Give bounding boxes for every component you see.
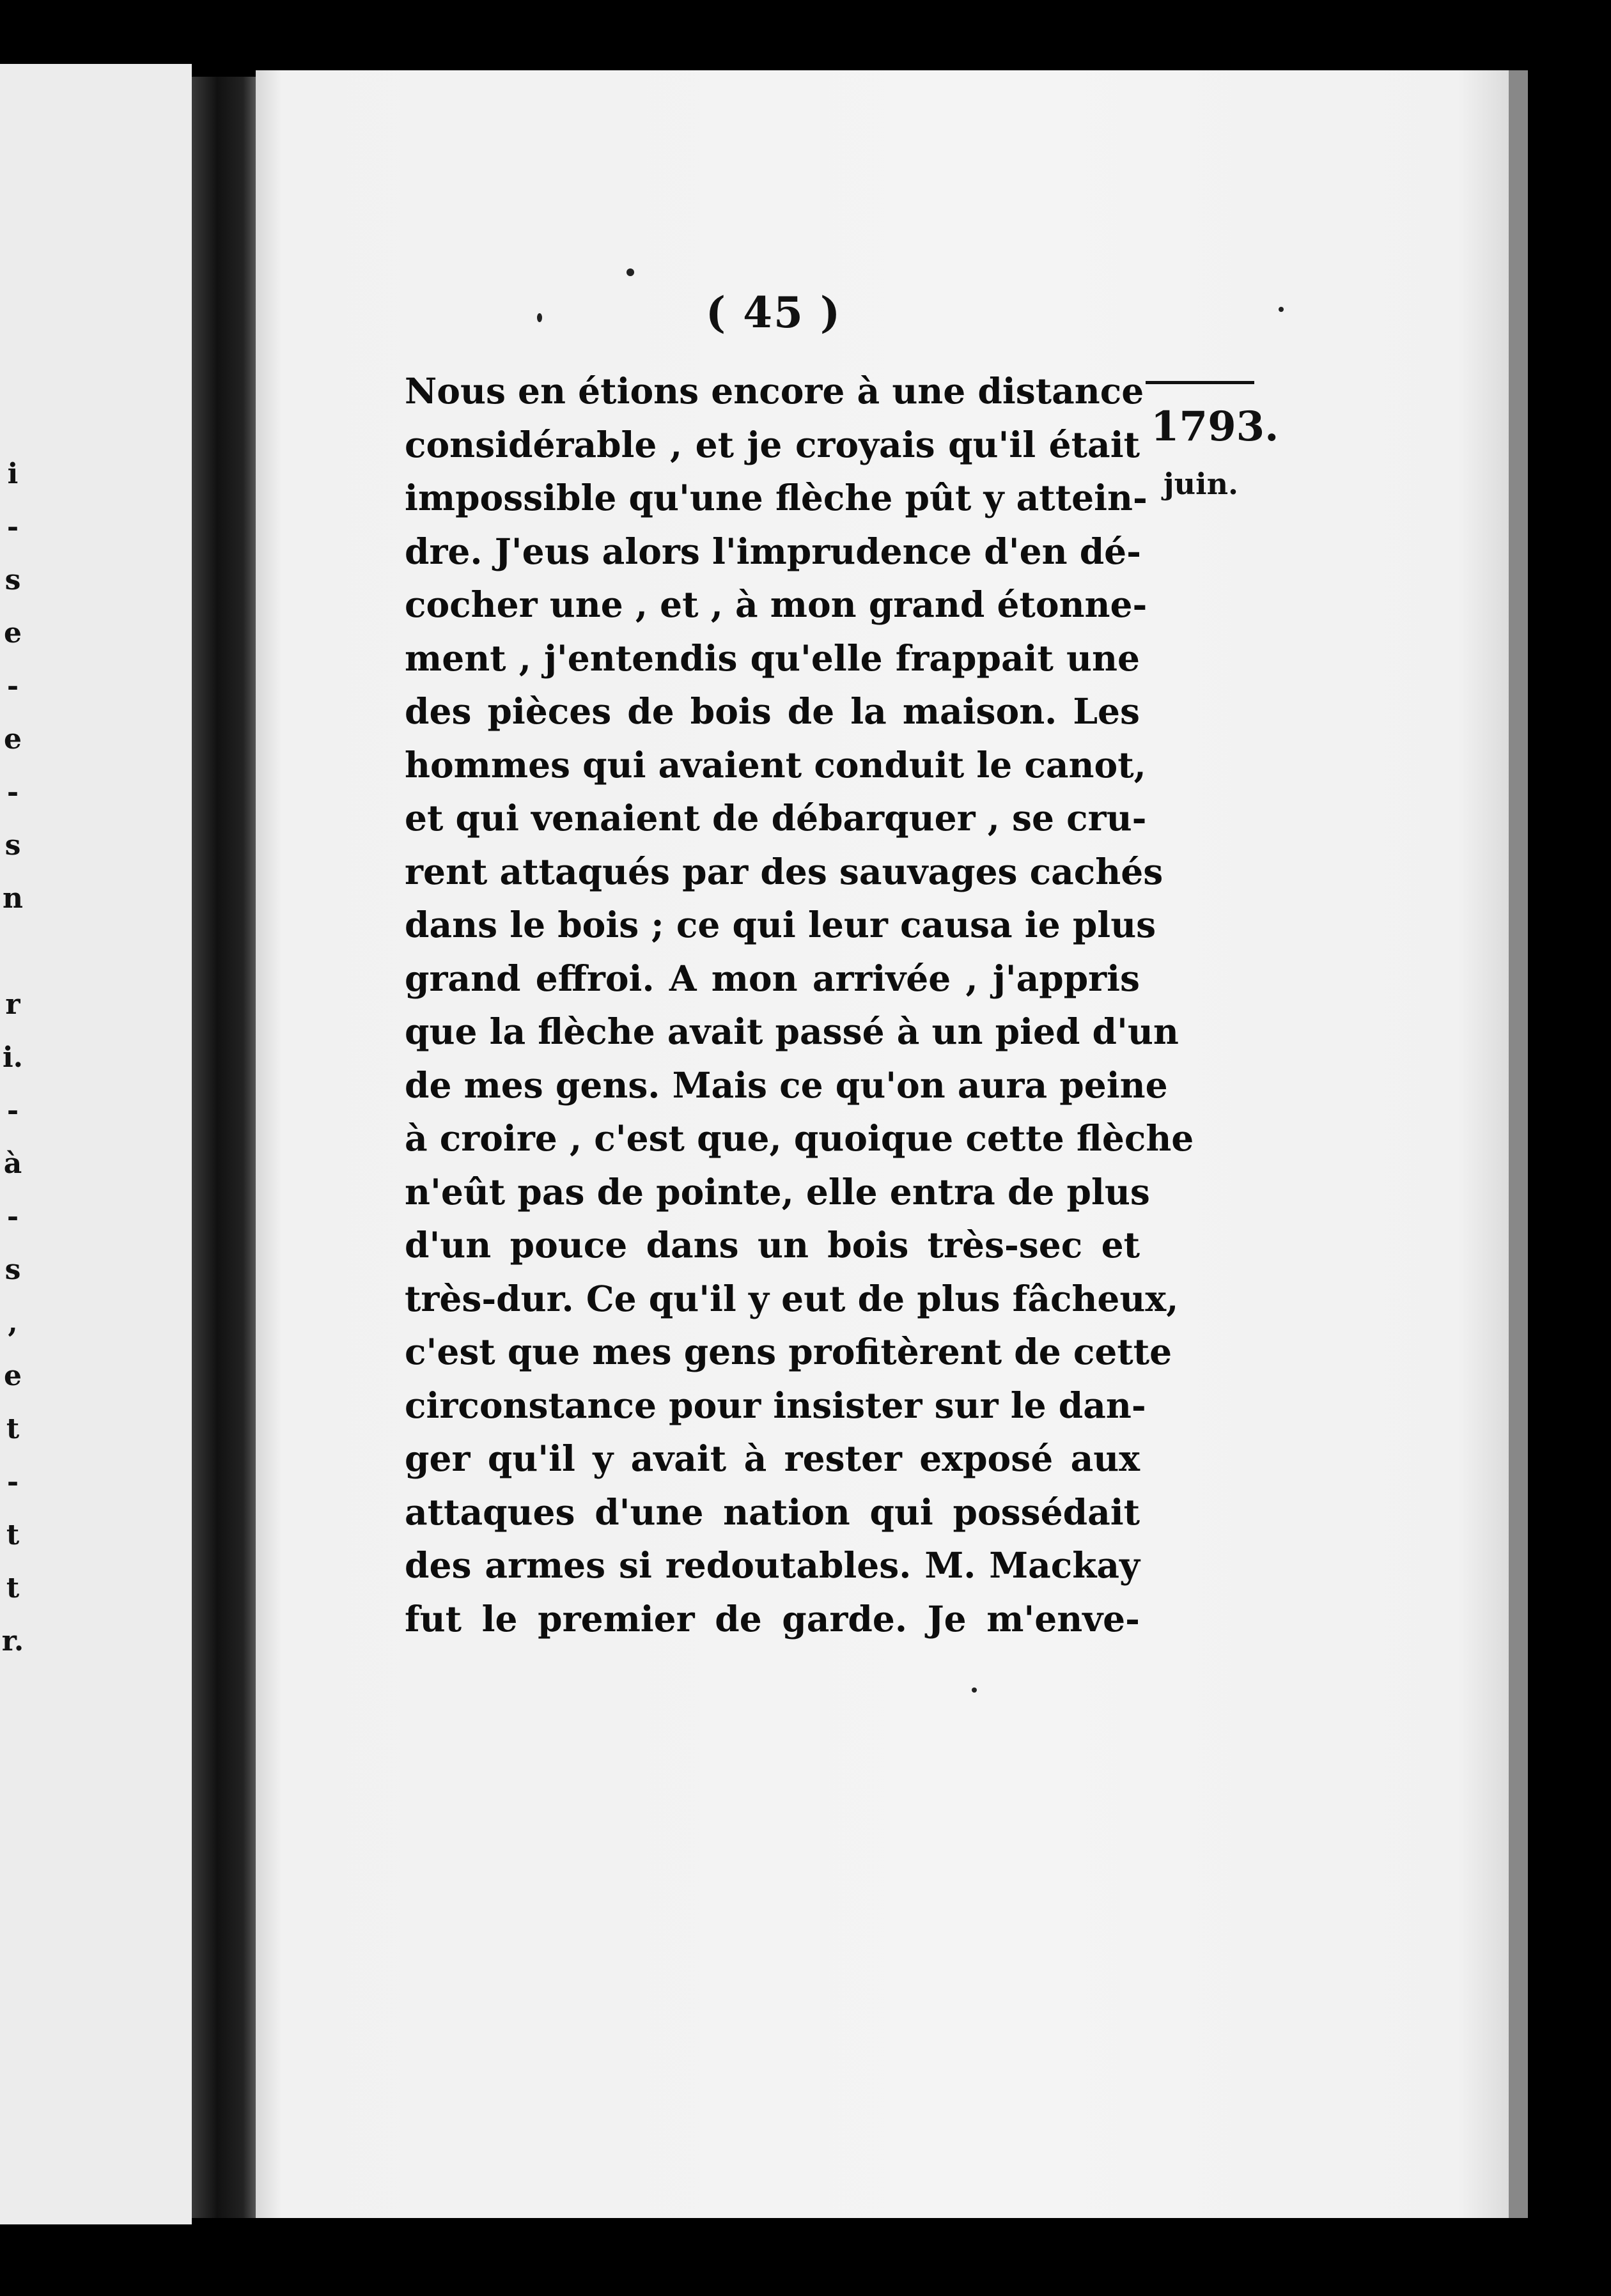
text-line: à croire , c'est que, quoique cette flèche <box>405 1117 1194 1159</box>
text-line: des armes si redoutables. M. Mackay <box>405 1544 1140 1586</box>
facing-page-char: - <box>6 511 19 543</box>
marginal-note-month: juin. <box>1164 467 1239 501</box>
text-line: c'est que mes gens profitèrent de cette <box>405 1331 1172 1372</box>
facing-page-char: r <box>5 988 20 1021</box>
facing-page-char: t <box>6 1572 20 1604</box>
text-line: que la flèche avait passé à un pied d'un <box>405 1011 1179 1052</box>
facing-page-char: - <box>6 1200 19 1233</box>
text-line: attaques d'une nation qui possédait <box>405 1491 1140 1533</box>
facing-page-char: - <box>6 776 19 809</box>
facing-page-char: t <box>6 1519 20 1551</box>
text-line: dans le bois ; ce qui leur causa ie plus <box>405 904 1156 945</box>
facing-page-char: e <box>4 617 22 649</box>
text-line: cocher une , et , à mon grand étonne- <box>405 584 1148 625</box>
book-gutter <box>192 77 256 2218</box>
text-line: des pièces de bois de la maison. Les <box>405 690 1140 732</box>
text-line: circonstance pour insister sur le dan- <box>405 1384 1146 1426</box>
facing-page-char: i. <box>2 1041 24 1074</box>
margin-rule <box>1146 381 1254 384</box>
text-line: dre. J'eus alors l'imprudence d'en dé- <box>405 530 1141 572</box>
print-speck <box>537 313 542 322</box>
facing-page-char: à <box>3 1147 22 1180</box>
facing-page-char: i <box>7 458 19 490</box>
facing-page-line-ends <box>0 447 26 1668</box>
page-number: ( 45 ) <box>705 288 842 337</box>
text-line: et qui venaient de débarquer , se cru- <box>405 797 1147 839</box>
text-line: considérable , et je croyais qu'il était <box>405 423 1140 465</box>
facing-page-char <box>0 925 26 978</box>
print-speck <box>626 268 634 276</box>
text-line: de mes gens. Mais ce qu'on aura peine <box>405 1064 1168 1106</box>
print-speck <box>1279 307 1284 312</box>
text-line: ment , j'entendis qu'elle frappait une <box>405 637 1140 679</box>
marginal-note-year: 1793. <box>1151 403 1279 451</box>
facing-page-char: , <box>8 1307 18 1339</box>
facing-page-char: - <box>6 1466 19 1498</box>
facing-page-char: n <box>3 882 23 915</box>
page-body-text <box>405 364 1194 1645</box>
text-line: rent attaqués par des sauvages cachés <box>405 850 1164 892</box>
facing-page-char: e <box>4 723 22 756</box>
text-line: ger qu'il y avait à rester exposé aux <box>405 1438 1140 1479</box>
facing-page-char: s <box>4 564 21 596</box>
print-speck <box>972 1687 977 1693</box>
page-edge <box>1509 70 1528 2218</box>
text-line: grand effroi. A mon arrivée , j'appris <box>405 957 1140 999</box>
facing-page-char: s <box>4 1253 21 1286</box>
text-line: Nous en étions encore à une distance <box>405 370 1144 412</box>
text-line: très-dur. Ce qu'il y eut de plus fâcheux, <box>405 1277 1179 1319</box>
text-line: impossible qu'une flèche pût y attein- <box>405 477 1148 518</box>
text-line: d'un pouce dans un bois très-sec et <box>405 1224 1140 1266</box>
text-line: hommes qui avaient conduit le canot, <box>405 743 1146 786</box>
text-line: fut le premier de garde. Je m'enve- <box>405 1597 1140 1640</box>
facing-page-char: - <box>6 1094 19 1127</box>
facing-page-char: e <box>4 1360 22 1392</box>
facing-page-fragment <box>0 64 192 2224</box>
facing-page-char: r. <box>1 1625 24 1657</box>
facing-page-char: s <box>4 829 21 862</box>
text-line: n'eût pas de pointe, elle entra de plus <box>405 1170 1150 1213</box>
facing-page-char: - <box>6 670 19 702</box>
facing-page-char: t <box>6 1413 20 1445</box>
